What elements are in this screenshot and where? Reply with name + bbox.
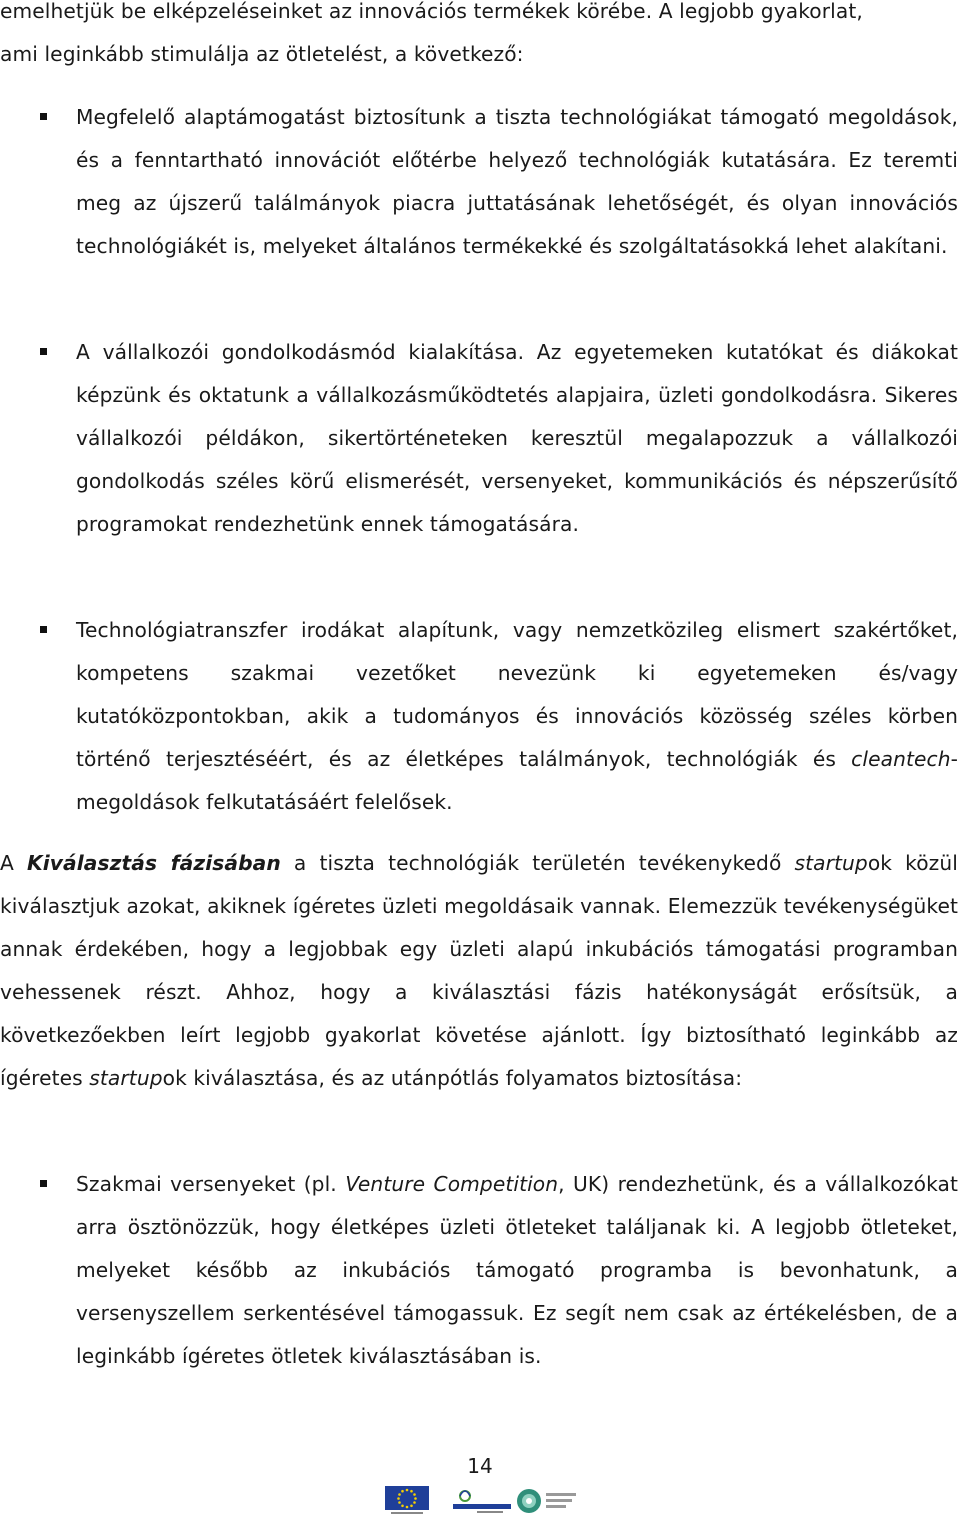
list-item: A vállalkozói gondolkodásmód kialakítása. Az egyetemeken kutatókat és diákokat képzünk és oktatunk a vállalkozásműködtetés alapjaira, üzleti gondolkodásra. Sikeres vállalkozói példákon, sikertörténeteken keresztül megalapozzuk a vállalkozói gondolkodás széles körű elismerését, versenyeket, kommunikációs és népszerűsítő programokat rendezhetünk ennek támogatására. [76, 340, 958, 536]
list-item-text: , UK) rendezhetünk, és a vállalkozókat arra ösztönözzük, hogy életképes üzleti ötleteket találjanak ki. A legjobb ötleteket, melyeket később az inkubációs támogató programba is bevonhatunk, a versenyszellem serkentésével támogassuk. Ez segít nem csak az értékelésben, de a leginkább ígéretes ötletek kiválasztásában is. [76, 1172, 958, 1368]
list-item [76, 1163, 958, 1378]
list-item [76, 609, 958, 824]
bold-italic-term: Kiválasztás fázisában [27, 851, 281, 875]
paragraph-text: a tiszta technológiák területén tevékenykedő [280, 851, 795, 875]
bullet-marker [40, 1180, 47, 1187]
italic-term: startup [794, 851, 868, 875]
paragraph-text: A [0, 851, 28, 875]
eu-flag-logo [385, 1486, 429, 1516]
paragraph-text: ok közül kiválasztjuk azokat, akiknek ígéretes üzleti megoldásaik vannak. Elemezzük tevékenységüket annak érdekében, hogy a legjobbak egy üzleti alapú inkubációs támogatási programban vehessenek részt. Ahhoz, hogy a kiválasztási fázis hatékonyságát erősítsük, a következőekben leírt legjobb gyakorlat követése ajánlott. Így biztosítható leginkább az ígéretes [0, 851, 958, 1090]
paragraph-text: ok kiválasztása, és az utánpótlás folyamatos biztosítása: [162, 1066, 743, 1090]
page-number: 14 [467, 1454, 493, 1478]
bullet-marker [40, 348, 47, 355]
bullet-marker [40, 113, 47, 120]
intro-line-2: ami leginkább stimulálja az ötletelést, a következő: [0, 42, 524, 66]
italic-term: Venture Competition [345, 1172, 559, 1196]
selection-paragraph [0, 842, 958, 1100]
list-item: Megfelelő alaptámogatást biztosítunk a tiszta technológiákat támogató megoldások, és a fenntartható innovációt előtérbe helyező technológiák kutatására. Ez teremti meg az újszerű találmányok piacra juttatásának lehetőségét, és olyan innovációs technológiákét is, melyeket általános termékekké és szolgáltatásokká lehet alakítani. [76, 105, 958, 258]
cleantech-incubation-logo [515, 1486, 585, 1516]
italic-term: startup [89, 1066, 163, 1090]
interreg-logo [447, 1488, 517, 1516]
list-item-text: Technológiatranszfer irodákat alapítunk, vagy nemzetközileg elismert szakértőket, kompetens szakmai vezetőket nevezünk ki egyetemeken és/vagy kutatóközpontokban, akik a tudományos és innovációs közösség széles körben történő terjesztéséért, és az életképes találmányok, technológiák és [76, 618, 958, 771]
list-item-text: Szakmai versenyeket (pl. [76, 1172, 346, 1196]
bullet-marker [40, 626, 47, 633]
intro-line-1: emelhetjük be elképzeléseinket az innovációs termékek körébe. A legjobb gyakorlat, [0, 0, 863, 23]
italic-term: cleantech [851, 747, 951, 771]
list-item-text: -megoldások felkutatásáért felelősek. [76, 747, 958, 814]
